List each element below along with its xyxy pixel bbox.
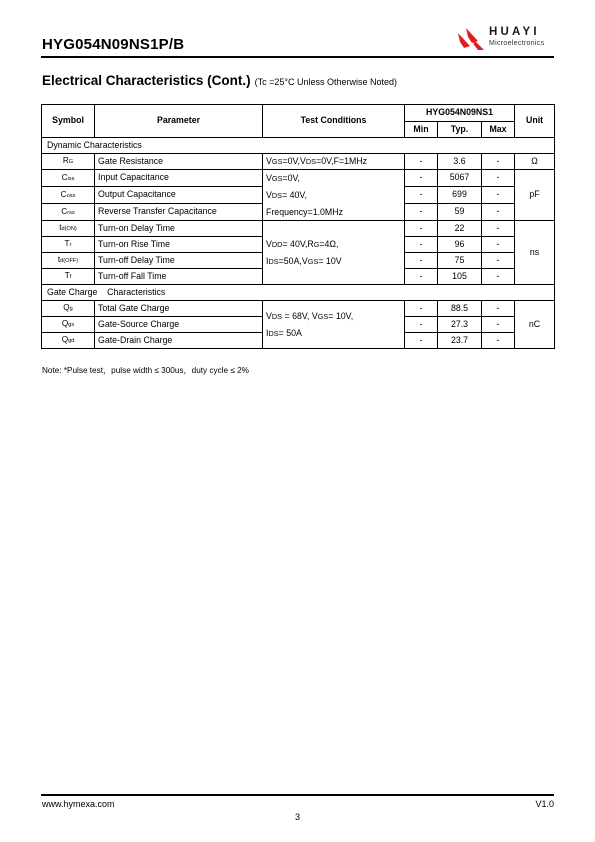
max-cell: - — [482, 269, 515, 285]
symbol-cell: Tf — [42, 269, 95, 285]
header-typ: Typ. — [438, 121, 482, 138]
header-parameter: Parameter — [95, 105, 263, 138]
max-cell: - — [482, 301, 515, 317]
header-symbol: Symbol — [42, 105, 95, 138]
header-divider — [41, 56, 554, 58]
typ-cell: 27.3 — [438, 317, 482, 333]
footer-divider — [41, 794, 554, 796]
typ-cell: 75 — [438, 253, 482, 269]
symbol-cell: Coss — [42, 187, 95, 204]
header-max: Max — [482, 121, 515, 138]
min-cell: - — [405, 253, 438, 269]
parameter-cell: Turn-on Delay Time — [95, 221, 263, 237]
max-cell: - — [482, 221, 515, 237]
min-cell: - — [405, 204, 438, 221]
min-cell: - — [405, 333, 438, 349]
typ-cell: 22 — [438, 221, 482, 237]
max-cell: - — [482, 317, 515, 333]
typ-cell: 23.7 — [438, 333, 482, 349]
section-conditions: (Tc =25°C Unless Otherwise Noted) — [254, 77, 397, 87]
section-heading — [42, 73, 397, 88]
typ-cell: 105 — [438, 269, 482, 285]
symbol-cell: Crss — [42, 204, 95, 221]
typ-cell: 3.6 — [438, 154, 482, 170]
max-cell: - — [482, 187, 515, 204]
min-cell: - — [405, 237, 438, 253]
footnote: Note: *Pulse test，pulse width ≤ 300us，duty cycle ≤ 2% — [42, 366, 249, 375]
unit-cell: ns — [515, 221, 555, 285]
condition-cell: VGS=0V, VDS= 40V, Frequency=1.0MHz — [263, 170, 405, 221]
parameter-cell: Turn-off Delay Time — [95, 253, 263, 269]
max-cell: - — [482, 170, 515, 187]
max-cell: - — [482, 253, 515, 269]
unit-cell: nC — [515, 301, 555, 349]
parameter-cell: Gate-Drain Charge — [95, 333, 263, 349]
section-dynamic-title: Dynamic Characteristics — [42, 138, 555, 154]
table-row — [42, 301, 555, 317]
section-gate-charge-title: Gate Charge Characteristics — [42, 285, 555, 301]
header-device: HYG054N09NS1 — [405, 105, 515, 122]
header-test-conditions: Test Conditions — [263, 105, 405, 138]
footer-version: V1.0 — [535, 799, 554, 809]
min-cell: - — [405, 301, 438, 317]
typ-cell: 96 — [438, 237, 482, 253]
table-row — [42, 221, 555, 237]
min-cell: - — [405, 269, 438, 285]
parameter-cell: Gate-Source Charge — [95, 317, 263, 333]
min-cell: - — [405, 187, 438, 204]
max-cell: - — [482, 333, 515, 349]
min-cell: - — [405, 170, 438, 187]
table-row — [42, 154, 555, 170]
min-cell: - — [405, 154, 438, 170]
parameter-cell: Turn-on Rise Time — [95, 237, 263, 253]
parameter-cell: Input Capacitance — [95, 170, 263, 187]
symbol-cell: Qgd — [42, 333, 95, 349]
condition-cell: VGS=0V,VDS=0V,F=1MHz — [263, 154, 405, 170]
condition-cell: VDS = 68V, VGS= 10V, IDS= 50A — [263, 301, 405, 349]
footer-url-link[interactable]: www.hymexa.com — [42, 799, 115, 809]
unit-cell: pF — [515, 170, 555, 221]
parameter-cell: Output Capacitance — [95, 187, 263, 204]
symbol-cell: td(OFF) — [42, 253, 95, 269]
parameter-cell: Gate Resistance — [95, 154, 263, 170]
logo-subtitle: Microelectronics — [489, 40, 545, 47]
min-cell: - — [405, 221, 438, 237]
typ-cell: 699 — [438, 187, 482, 204]
symbol-cell: td(ON) — [42, 221, 95, 237]
parameter-cell: Turn-off Fall Time — [95, 269, 263, 285]
header-min: Min — [405, 121, 438, 138]
min-cell: - — [405, 317, 438, 333]
logo-name: HUAYI — [489, 26, 540, 38]
header-unit: Unit — [515, 105, 555, 138]
max-cell: - — [482, 237, 515, 253]
max-cell: - — [482, 154, 515, 170]
symbol-cell: RG — [42, 154, 95, 170]
symbol-cell: Tr — [42, 237, 95, 253]
section-title: Electrical Characteristics (Cont.) — [42, 73, 251, 88]
parameter-cell: Total Gate Charge — [95, 301, 263, 317]
typ-cell: 88.5 — [438, 301, 482, 317]
page-number: 3 — [294, 812, 300, 822]
symbol-cell: Ciss — [42, 170, 95, 187]
part-number-title: HYG054N09NS1P/B — [42, 36, 185, 53]
symbol-cell: Qgs — [42, 317, 95, 333]
typ-cell: 59 — [438, 204, 482, 221]
typ-cell: 5067 — [438, 170, 482, 187]
company-logo — [456, 24, 556, 54]
huayi-logo-mark-icon — [456, 26, 486, 52]
symbol-cell: Qg — [42, 301, 95, 317]
max-cell: - — [482, 204, 515, 221]
table-row — [42, 170, 555, 187]
condition-cell: VDD= 40V,RG=4Ω, IDS=50A,VGS= 10V — [263, 221, 405, 285]
electrical-characteristics-table — [41, 104, 555, 349]
unit-cell: Ω — [515, 154, 555, 170]
parameter-cell: Reverse Transfer Capacitance — [95, 204, 263, 221]
